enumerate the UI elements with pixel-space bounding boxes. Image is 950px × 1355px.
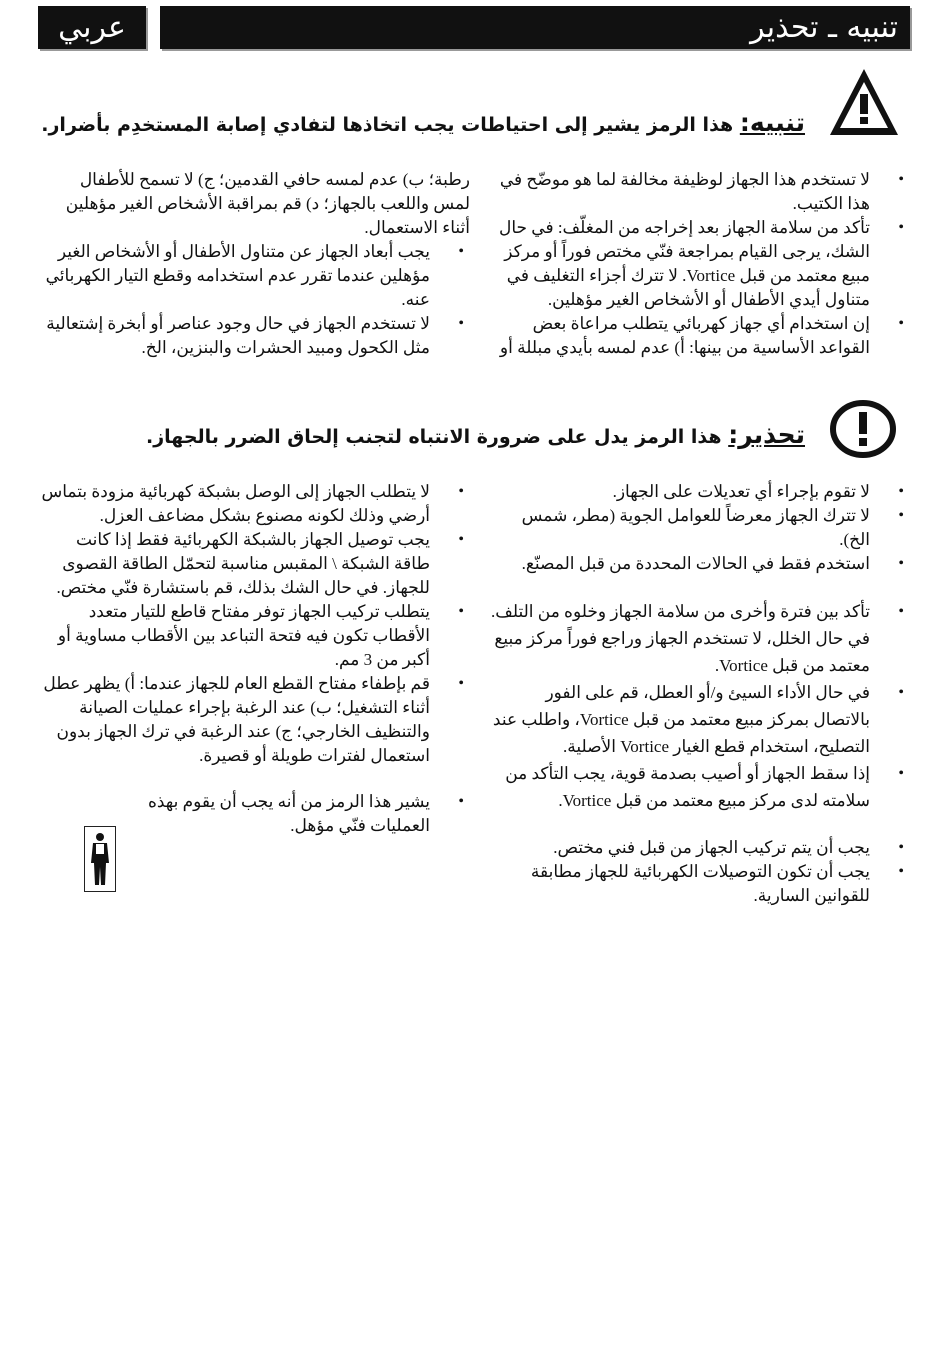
language-label: عربي — [38, 6, 146, 49]
list-item: • استخدم فقط في الحالات المحددة من قبل المصنّع. — [490, 552, 910, 576]
list-item: • لا تترك الجهاز معرضاً للعوامل الجوية (مطر، شمس الخ). — [490, 504, 910, 552]
caution-heading — [41, 108, 805, 137]
danger-heading — [146, 420, 805, 449]
list-item: • لا تستخدم الجهاز في حال وجود عناصر أو أبخرة إشتعالية مثل الكحول ومبيد الحشرات والبنزين، الخ. — [40, 312, 470, 360]
technician-figure-icon — [84, 826, 116, 892]
list-item: • يجب أن يتم تركيب الجهاز من قبل فني مختص. — [490, 836, 910, 860]
caution-left-column — [40, 168, 470, 360]
danger-label: تحذير: — [728, 420, 805, 449]
danger-right-column — [490, 480, 910, 908]
list-item: • يجب أبعاد الجهاز عن متناول الأطفال أو الأشخاص الغير مؤهلين عندما تقرر عدم استخدامه وقطع التيار الكهربائي عنه. — [40, 240, 470, 312]
list-item: • تأكد بين فترة وأخرى من سلامة الجهاز وخلوه من التلف. في حال الخلل، لا تستخدم الجهاز وراجع فوراً مركز مبيع معتمد من قبل Vortice. — [490, 598, 910, 679]
technician-note: • يشير هذا الرمز من أنه يجب أن يقوم بهذه العمليات فنّي مؤهل. — [40, 790, 470, 838]
list-item: • إن استخدام أي جهاز كهربائي يتطلب مراعاة بعض القواعد الأساسية من بينها: أ) عدم لمسه بأيدي مبللة أو — [490, 312, 910, 360]
list-item: • تأكد من سلامة الجهاز بعد إخراجه من المغلّف: في حال الشك، يرجى القيام بمراجعة فنّي مختص فوراً أو مركز مبيع معتمد من قبل Vortice. لا تترك أجزاء التغليف في متناول أيدي الأطفال أو الأشخاص الغير مؤهلين. — [490, 216, 910, 312]
danger-text: هذا الرمز يدل على ضرورة الانتباه لتجنب إلحاق الضرر بالجهاز. — [146, 426, 729, 448]
list-item: • يجب توصيل الجهاز بالشبكة الكهربائية فقط إذا كانت طاقة الشبكة \ المقبس مناسبة لتحمّل الطاقة القصوى للجهاز. في حال الشك بذلك، قم باستشارة فنّي مختص. — [40, 528, 470, 600]
list-item: • يتطلب تركيب الجهاز توفر مفتاح قاطع للتيار متعدد الأقطاب تكون فيه فتحة التباعد بين الأقطاب مساوية أو أكبر من 3 مم. — [40, 600, 470, 672]
list-item: • قم بإطفاء مفتاح القطع العام للجهاز عندما: أ) يظهر عطل أثناء التشغيل؛ ب) عند الرغبة بإجراء عمليات الصيانة والتنظيف الخارجي؛ ج) عند الرغبة في ترك الجهاز بدون استعمال لفترات طويلة أو قصيرة. — [40, 672, 470, 768]
list-item: • لا يتطلب الجهاز إلى الوصل بشبكة كهربائية مزودة بتماس أرضي وذلك لكونه مصنوع بشكل مضاعف العزل. — [40, 480, 470, 528]
list-item-continuation: رطبة؛ ب) عدم لمسه حافي القدمين؛ ج) لا تسمح للأطفال لمس واللعب بالجهاز؛ د) قم بمراقبة الأشخاص الغير مؤهلين أثناء الاستعمال. — [65, 170, 470, 237]
caution-right-column — [490, 168, 910, 360]
caution-text: هذا الرمز يشير إلى احتياطات يجب اتخاذها لتفادي إصابة المستخدِم بأضرار. — [41, 114, 740, 136]
danger-left-column — [40, 480, 470, 838]
list-item: • في حال الأداء السيئ و/أو العطل، قم على الفور بالاتصال بمركز مبيع معتمد من قبل Vortice، واطلب عند التصليح، استخدام قطع الغيار Vortice الأصلية. — [490, 679, 910, 760]
page-title: تنبيه ـ تحذير — [160, 6, 910, 49]
list-item: • لا تقوم بإجراء أي تعديلات على الجهاز. — [490, 480, 910, 504]
list-item: • يجب أن تكون التوصيلات الكهربائية للجهاز مطابقة للقوانين السارية. — [490, 860, 910, 908]
list-item: • إذا سقط الجهاز أو أصيب بصدمة قوية، يجب التأكد من سلامته لدى مركز مبيع معتمد من قبل Vortice. — [490, 760, 910, 814]
warning-triangle-icon — [828, 66, 900, 138]
exclamation-circle-icon — [830, 400, 896, 458]
caution-label: تنبيه: — [739, 108, 805, 137]
list-item: • لا تستخدم هذا الجهاز لوظيفة مخالفة لما هو موضّح في هذا الكتيب. — [490, 168, 910, 216]
